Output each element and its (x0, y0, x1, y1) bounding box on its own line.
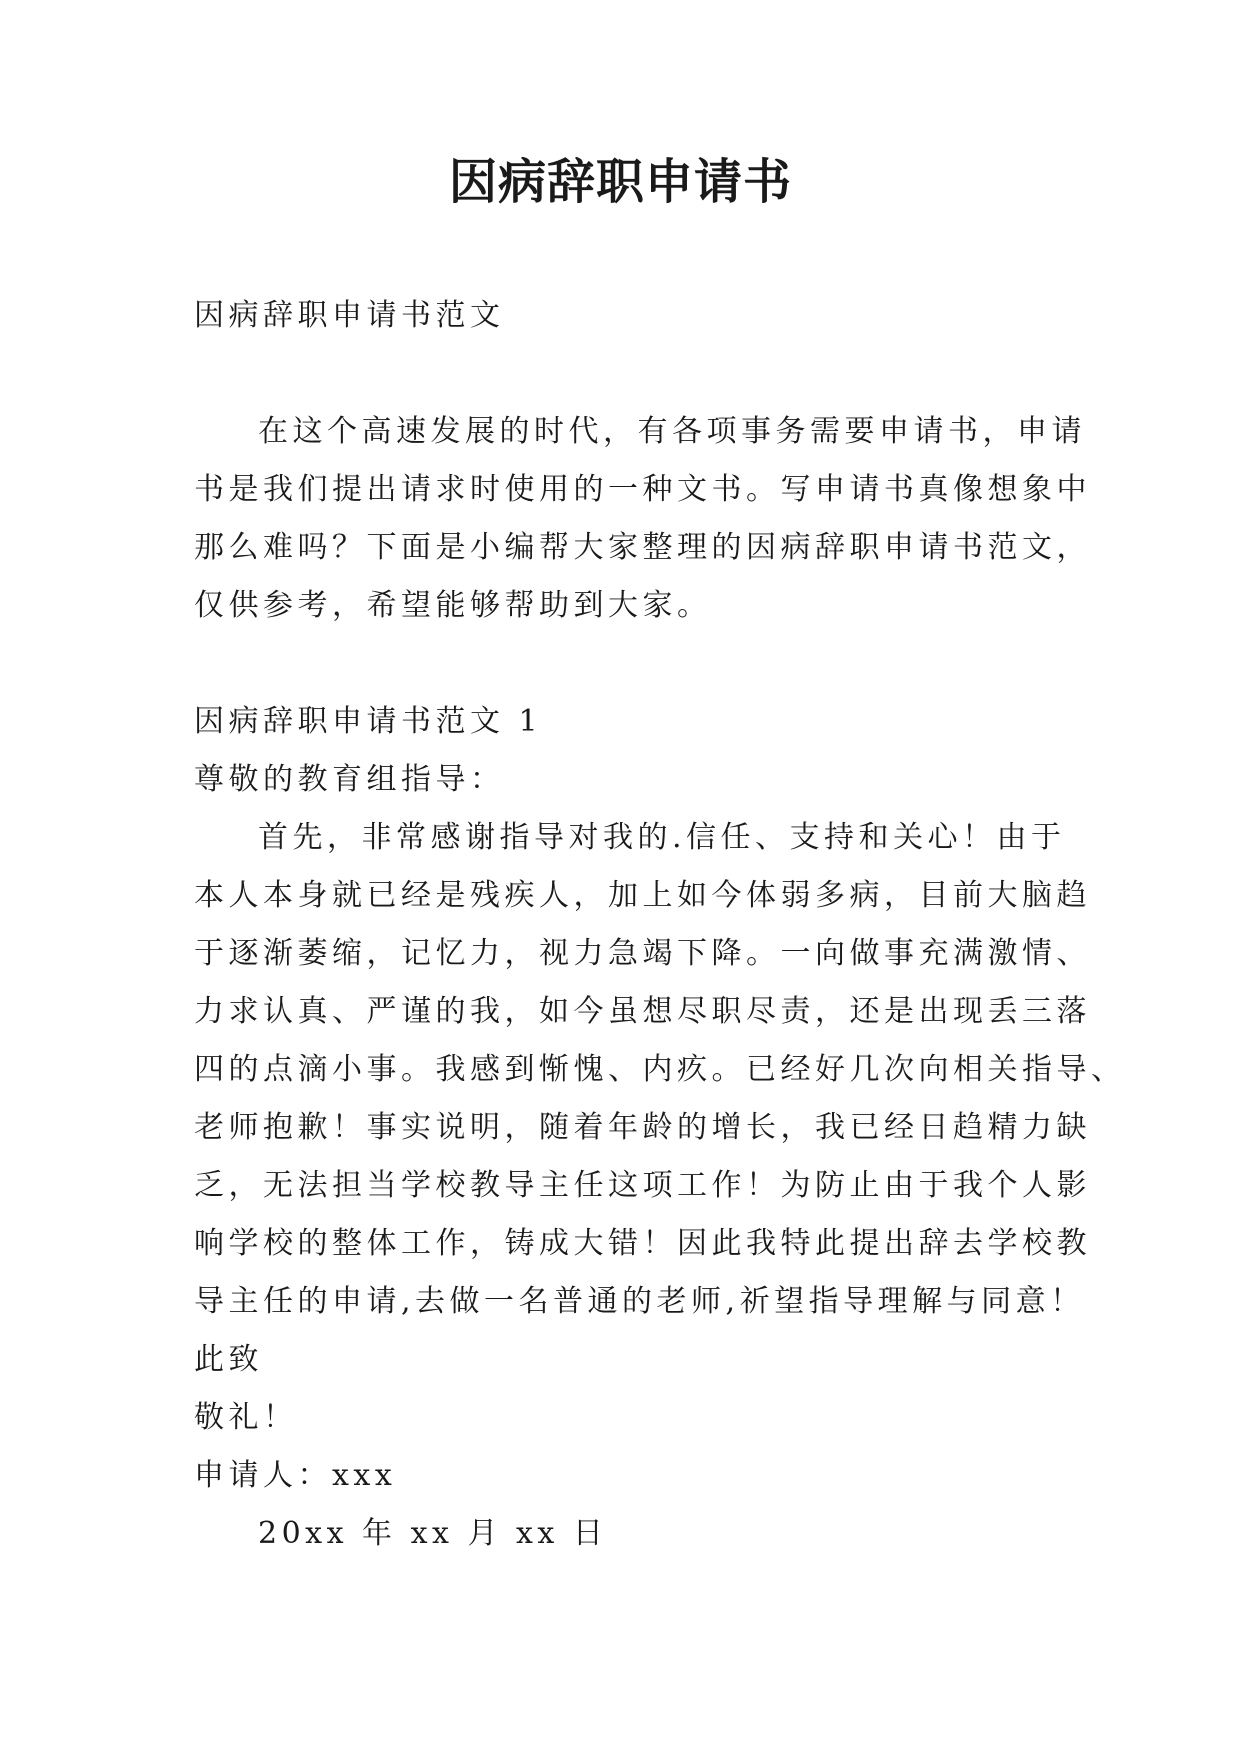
spacer (194, 635, 1062, 693)
intro-line: 在这个高速发展的时代，有各项事务需要申请书，申请 (258, 414, 1086, 449)
body-line: 乏，无法担当学校教导主任这项工作！为防止由于我个人影 (194, 1168, 1091, 1203)
document-title: 因病辞职申请书 (448, 154, 792, 210)
intro-line: 书是我们提出请求时使用的一种文书。写申请书真像想象中 (194, 472, 1091, 507)
section-heading: 因病辞职申请书范文 1 (194, 704, 543, 739)
subtitle: 因病辞职申请书范文 (194, 298, 505, 333)
intro-line: 仅供参考，希望能够帮助到大家。 (194, 588, 712, 623)
body-line: 响学校的整体工作，铸成大错！因此我特此提出辞去学校教 (194, 1226, 1091, 1261)
body-line: 本人本身就已经是残疾人，加上如今体弱多病，目前大脑趋 (194, 878, 1091, 913)
spacer (194, 345, 1062, 403)
document-content (194, 287, 1126, 1563)
body-line: 于逐渐萎缩，记忆力，视力急竭下降。一向做事充满激情、 (194, 936, 1091, 971)
body-line: 首先，非常感谢指导对我的.信任、支持和关心！由于 (258, 820, 1066, 855)
body-line: 力求认真、严谨的我，如今虽想尽职尽责，还是出现丢三落 (194, 994, 1091, 1029)
closing-line: 敬礼！ (194, 1400, 298, 1435)
applicant-line: 申请人：xxx (194, 1458, 397, 1493)
salutation: 尊敬的教育组指导： (194, 762, 505, 797)
body-line: 导主任的申请,去做一名普通的老师,祈望指导理解与同意！ (194, 1284, 1085, 1319)
date-line: 20xx 年 xx 月 xx 日 (258, 1516, 608, 1551)
closing-line: 此致 (194, 1342, 263, 1377)
body-line: 老师抱歉！事实说明，随着年龄的增长，我已经日趋精力缺 (194, 1110, 1091, 1145)
body-line: 四的点滴小事。我感到惭愧、内疚。已经好几次向相关指导、 (194, 1052, 1126, 1087)
intro-line: 那么难吗？下面是小编帮大家整理的因病辞职申请书范文， (194, 530, 1091, 565)
